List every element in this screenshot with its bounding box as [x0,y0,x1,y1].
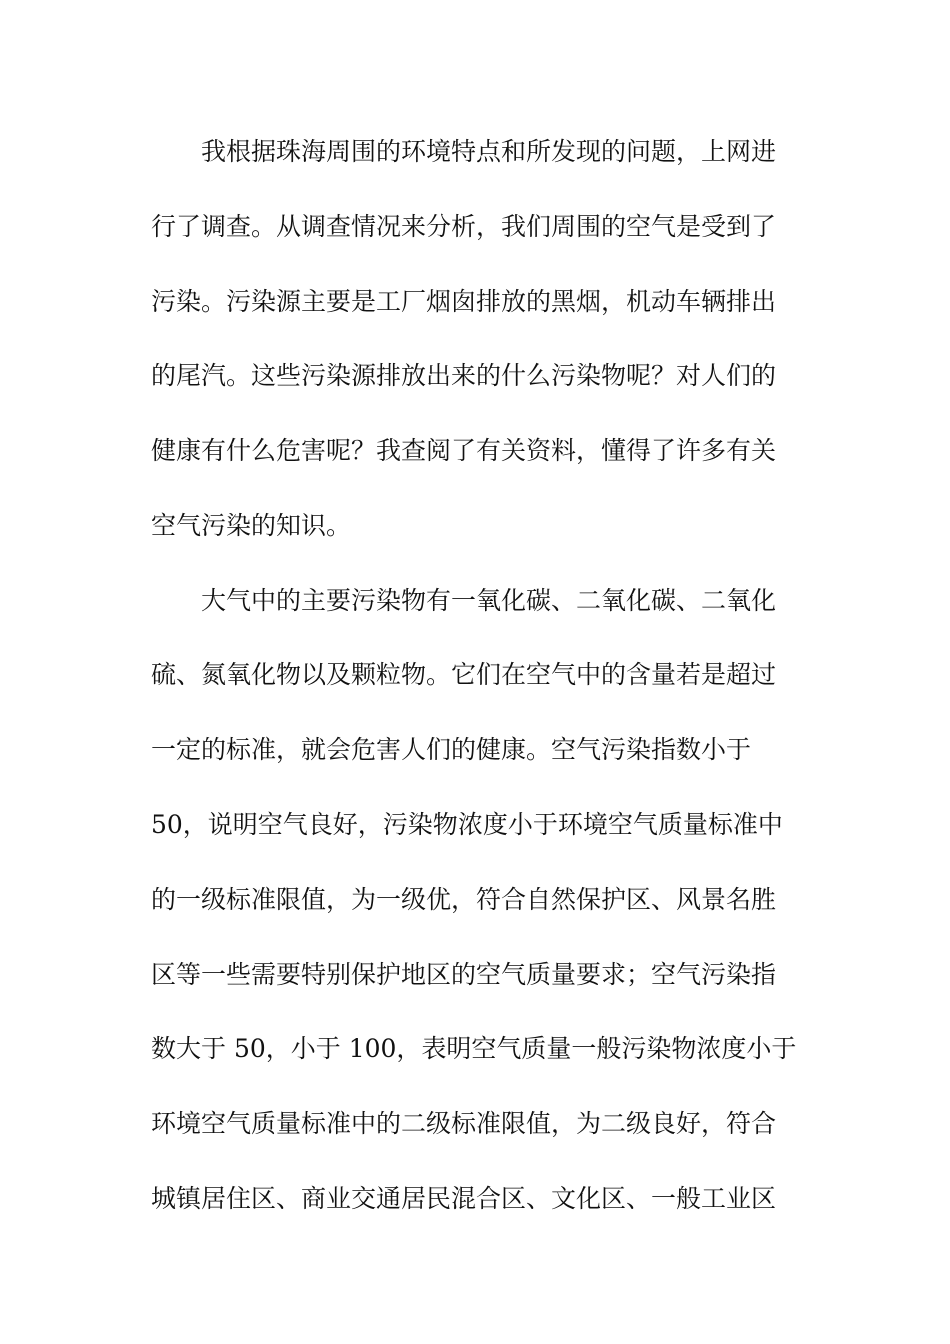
paragraph-2-line-7: 数大于 50，小于 100，表明空气质量一般污染物浓度小于 [151,1034,797,1063]
paragraph-2-line-6: 区等一些需要特别保护地区的空气质量要求；空气污染指 [151,960,777,989]
paragraph-2-line-2: 硫、氮氧化物以及颗粒物。它们在空气中的含量若是超过 [151,660,777,689]
paragraph-2-line-8: 环境空气质量标准中的二级标准限值，为二级良好，符合 [151,1109,777,1138]
paragraph-1-line-2: 行了调查。从调查情况来分析，我们周围的空气是受到了 [151,212,777,241]
paragraph-1-line-6: 空气污染的知识。 [151,511,352,540]
paragraph-2-line-4: 50，说明空气良好，污染物浓度小于环境空气质量标准中 [151,810,783,839]
paragraph-1-line-4: 的尾汽。这些污染源排放出来的什么污染物呢？对人们的 [151,361,777,390]
paragraph-1-line-1: 我根据珠海周围的环境特点和所发现的问题，上网进 [201,137,777,166]
paragraph-1-line-3: 污染。污染源主要是工厂烟囱排放的黑烟，机动车辆排出 [151,287,777,316]
paragraph-2-line-3: 一定的标准，就会危害人们的健康。空气污染指数小于 [151,735,752,764]
paragraph-2-line-9: 城镇居住区、商业交通居民混合区、文化区、一般工业区 [151,1184,777,1213]
paragraph-1-line-5: 健康有什么危害呢？我查阅了有关资料，懂得了许多有关 [151,436,777,465]
paragraph-2-line-5: 的一级标准限值，为一级优，符合自然保护区、风景名胜 [151,885,777,914]
paragraph-2-line-1: 大气中的主要污染物有一氧化碳、二氧化碳、二氧化 [201,586,777,615]
